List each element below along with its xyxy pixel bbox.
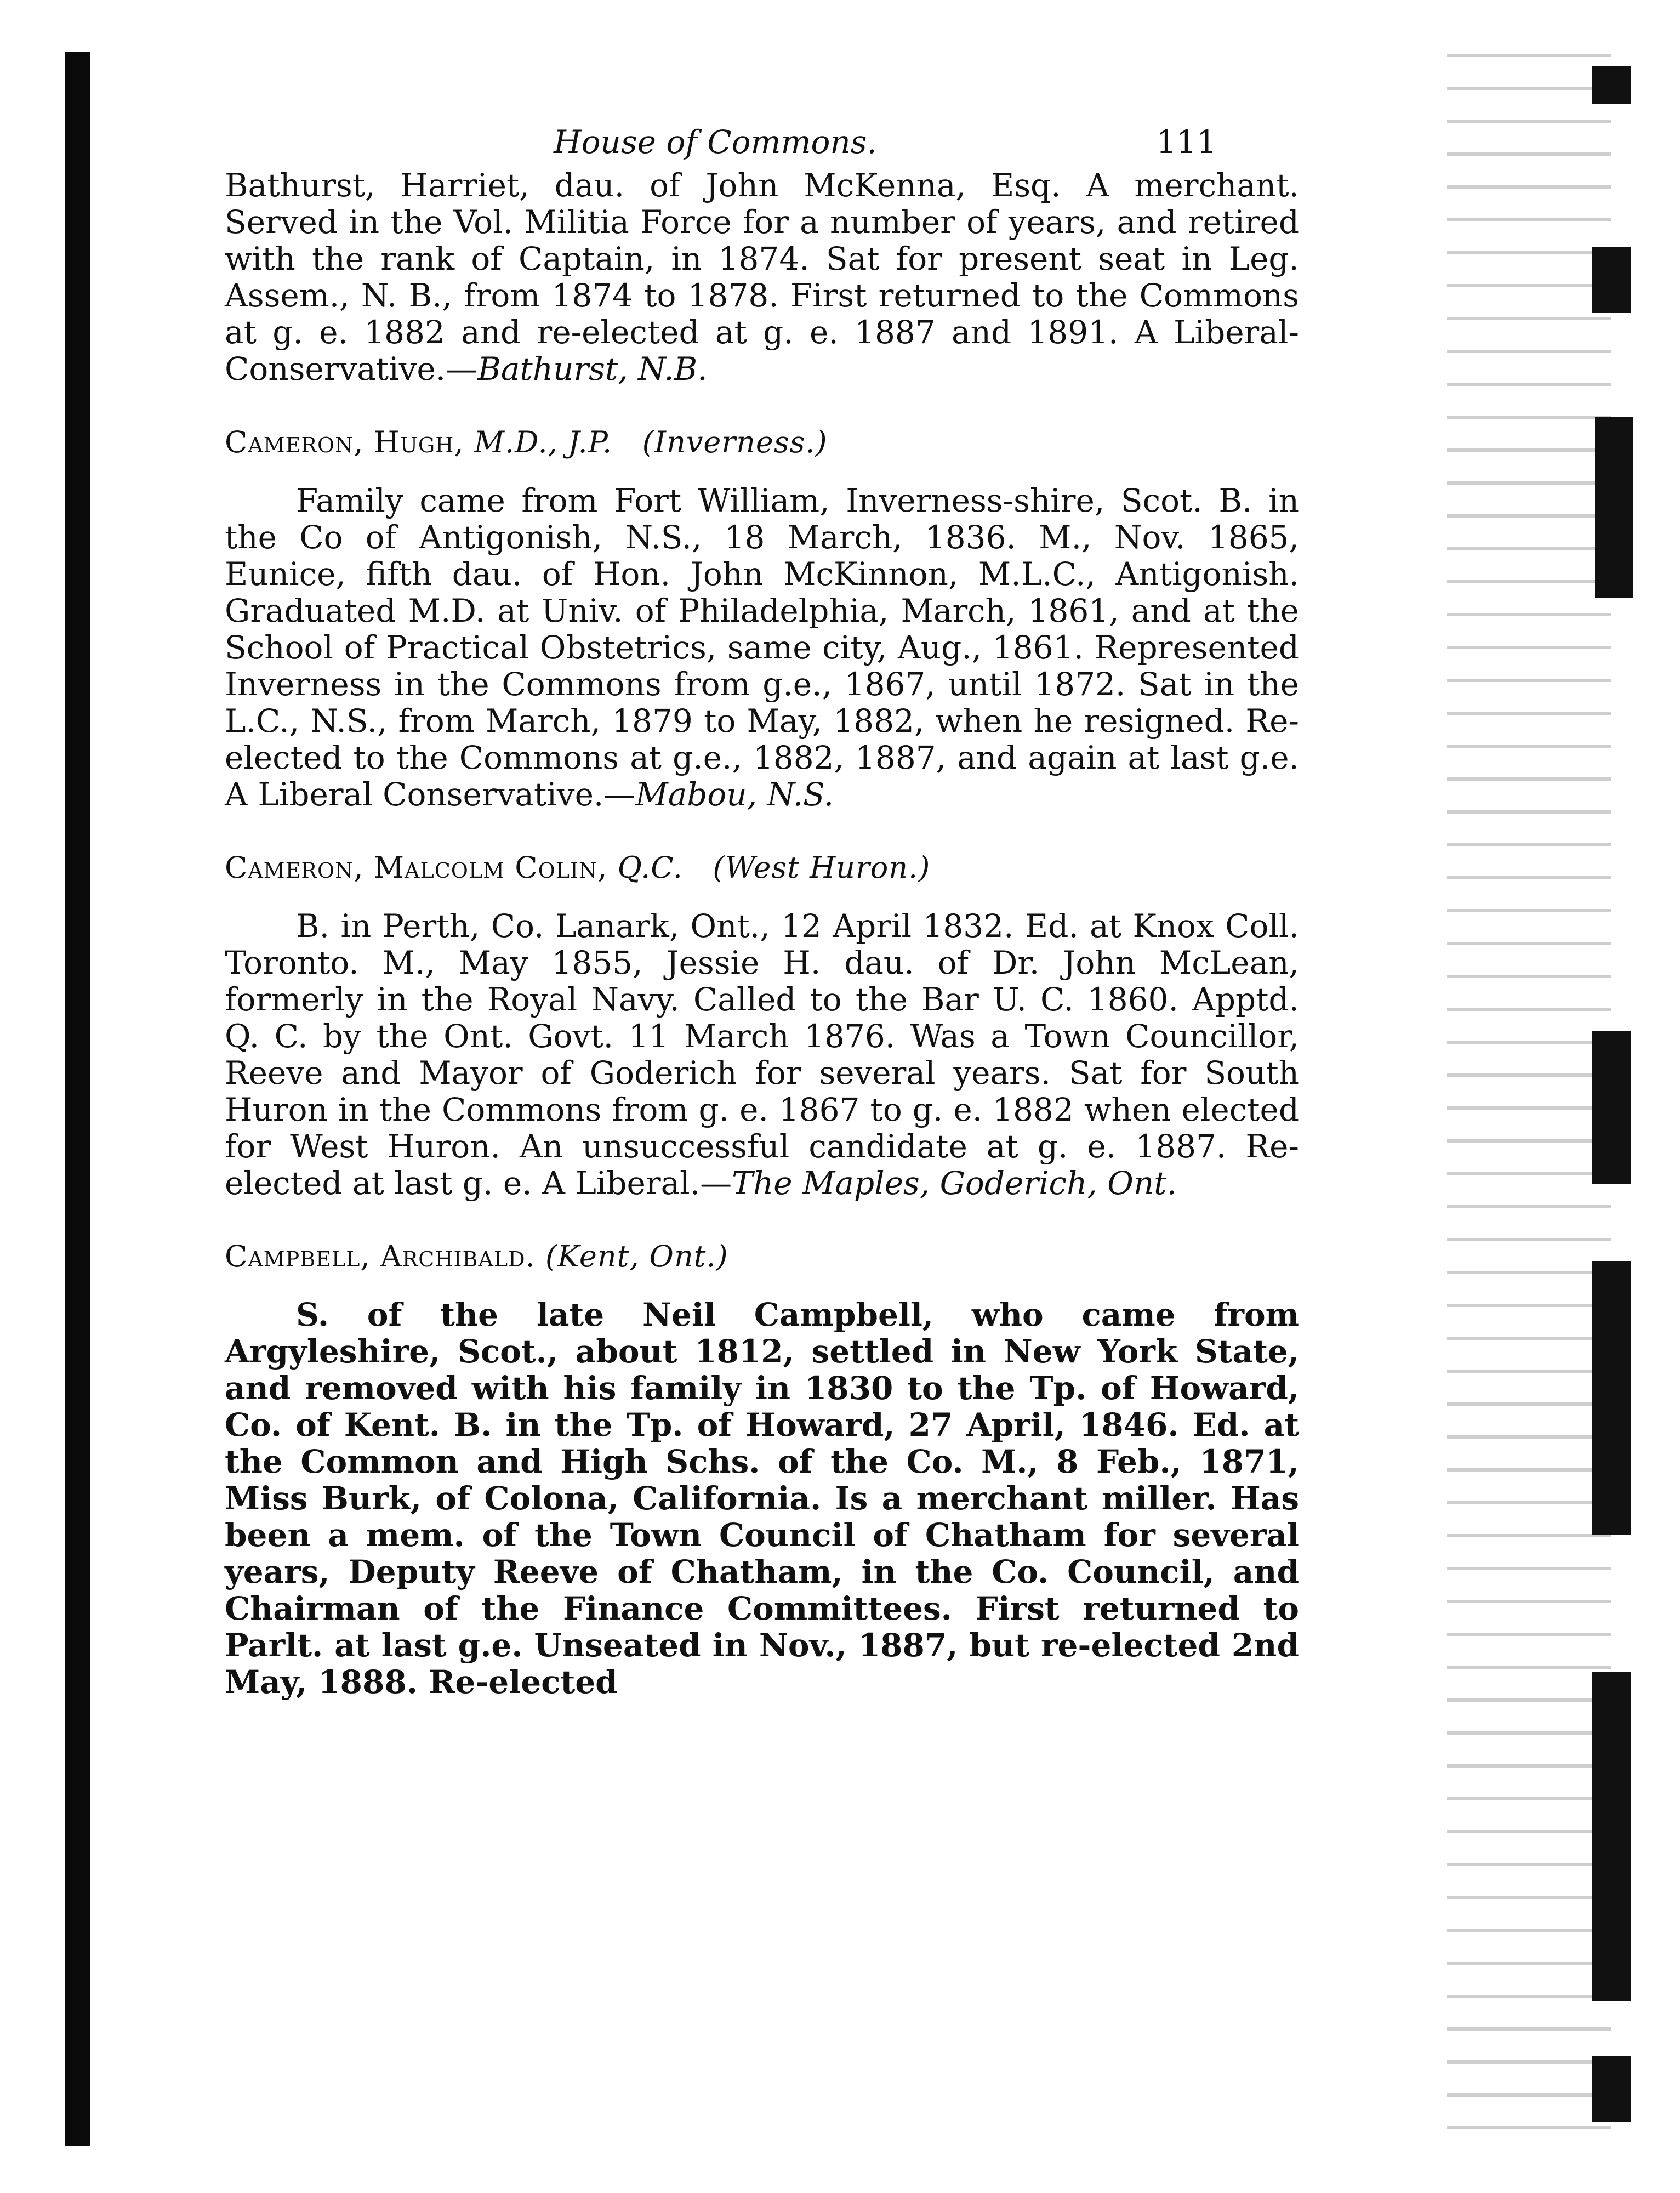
entry-body-text: B. in Perth, Co. Lanark, Ont., 12 April 1832. Ed. at Knox Coll. Toronto. M., May 1855, Jessie H. dau. of Dr. John McLean, formerly in the Royal Navy. Called to the Bar U. C. 1860. Apptd. Q. C. by the Ont. Govt. 11 March 1876. Was a Town Councillor, Reeve and Mayor of Goderich for several years. Sat for South Huron in the Commons from g. e. 1867 to g. e. 1882 when elected for West Huron. An unsuccessful candidate at g. e. 1887. Re-elected at last g. e. A Liberal.—	[225, 907, 1299, 1202]
entry-name: Campbell, Archibald.	[225, 1239, 536, 1274]
entry-name: Cameron, Malcolm Colin,	[225, 850, 608, 885]
continuation-text: Bathurst, Harriet, dau. of John McKenna, Esq. A merchant. Served in the Vol. Militia Force for a number of years, and retired with the rank of Captain, in 1874. Sat for present seat in Leg. Assem., N. B., from 1874 to 1878. First returned to the Commons at g. e. 1882 and re-elected at g. e. 1887 and 1891. A Liberal-Conservative.—	[225, 167, 1299, 388]
scan-edge-noise	[1447, 44, 1611, 2155]
running-head	[225, 123, 1299, 167]
continuation-residence: Bathurst, N.B.	[477, 350, 708, 388]
continuation-paragraph	[225, 167, 1299, 388]
entry-residence: Mabou, N.S.	[635, 776, 834, 813]
entry-body	[225, 482, 1299, 813]
scan-edge-mark	[1592, 1672, 1631, 2001]
entry-riding: (Inverness.)	[642, 425, 828, 459]
scan-edge-mark	[1592, 2056, 1631, 2122]
scan-edge-mark	[1592, 1261, 1631, 1535]
entry-credentials: M.D., J.P.	[474, 425, 613, 459]
entry-residence: The Maples, Goderich, Ont.	[732, 1164, 1177, 1202]
entry-name: Cameron, Hugh,	[225, 425, 464, 459]
scan-edge-mark	[1592, 247, 1631, 313]
entry-heading	[225, 424, 1299, 461]
scan-edge-mark	[1595, 417, 1633, 598]
entry-body-text: Family came from Fort William, Inverness-shire, Scot. B. in the Co of Antigonish, N.S., 18 March, 1836. M., Nov. 1865, Eunice, fifth dau. of Hon. John McKinnon, M.L.C., Antigonish. Graduated M.D. at Univ. of Philadelphia, March, 1861, and at the School of Practical Obstetrics, same city, Aug., 1861. Represented Inverness in the Commons from g.e., 1867, until 1872. Sat in the L.C., N.S., from March, 1879 to May, 1882, when he resigned. Re-elected to the Commons at g.e., 1882, 1887, and again at last g.e. A Liberal Conservative.—	[225, 482, 1299, 813]
entry-riding: (Kent, Ont.)	[545, 1239, 728, 1274]
running-title: House of Commons.	[554, 123, 877, 161]
scan-edge-mark	[1592, 66, 1631, 104]
scan-binding-shadow	[65, 52, 90, 2146]
page-content	[225, 123, 1299, 1701]
entry-body	[225, 1297, 1299, 1701]
page-number: 111	[1156, 123, 1217, 161]
entry-heading	[225, 1238, 1299, 1275]
scan-edge-mark	[1592, 1031, 1631, 1184]
entry-body	[225, 908, 1299, 1202]
entry-credentials: Q.C.	[617, 850, 683, 885]
entry-body-text: S. of the late Neil Campbell, who came from Argyleshire, Scot., about 1812, settled in New York State, and removed with his family in 1830 to the Tp. of Howard, Co. of Kent. B. in the Tp. of Howard, 27 April, 1846. Ed. at the Common and High Schs. of the Co. M., 8 Feb., 1871, Miss Burk, of Colona, California. Is a merchant miller. Has been a mem. of the Town Council of Chatham for several years, Deputy Reeve of Chatham, in the Co. Council, and Chairman of the Finance Committees. First returned to Parlt. at last g.e. Unseated in Nov., 1887, but re-elected 2nd May, 1888. Re-elected	[225, 1296, 1299, 1701]
entry-riding: (West Huron.)	[713, 850, 931, 885]
entry-heading	[225, 849, 1299, 886]
